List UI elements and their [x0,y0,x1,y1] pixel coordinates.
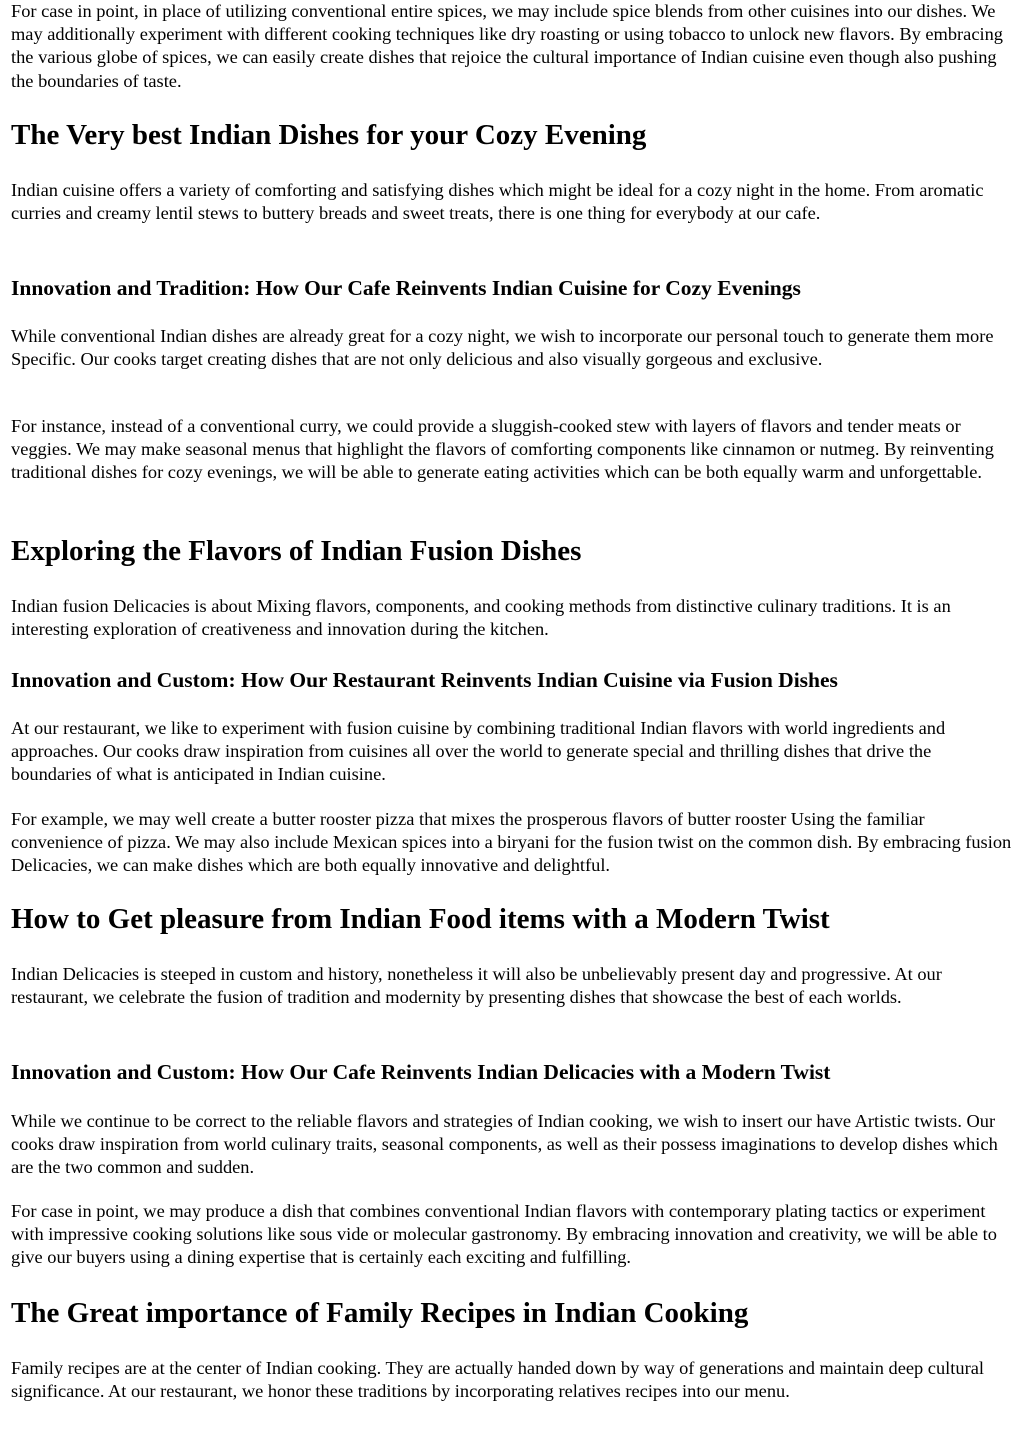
paragraph-personal-touch: While conventional Indian dishes are already great for a cozy night, we wish to incorporate our personal touch to generate them more Specific. Our cooks target creating dishes that are not only delicious and also visually gorgeous and exclusive. [11,326,994,370]
paragraph-spice-blends: For case in point, in place of utilizing conventional entire spices, we may include spice blends from other cuisines into our dishes. We may additionally experiment with different cooking techniques like dry roasting or using tobacco to unlock new flavors. By embracing the various globe of spices, we can easily create dishes that rejoice the cultural importance of Indian cuisine even though also pushing the boundaries of taste. [11,1,1003,91]
heading-cozy-evening: The Very best Indian Dishes for your Cozy Evening [11,119,647,151]
paragraph-tradition-modernity: Indian Delicacies is steeped in custom and history, nonetheless it will also be unbelievably present day and progressive. At our restaurant, we celebrate the fusion of tradition and modernity by presenting dishes that showcase the best of each worlds. [11,964,942,1008]
subheading-modern-reinvent: Innovation and Custom: How Our Cafe Reinvents Indian Delicacies with a Modern Twist [11,1060,831,1084]
paragraph-family-recipes: Family recipes are at the center of Indian cooking. They are actually handed down by way of generations and maintain deep cultural significance. At our restaurant, we honor these traditions by incorporating relatives recipes into our menu. [11,1358,984,1402]
subheading-innovation-tradition: Innovation and Tradition: How Our Cafe Reinvents Indian Cuisine for Cozy Evenings [11,276,801,300]
paragraph-plating-tactics: For case in point, we may produce a dish that combines conventional Indian flavors with contemporary plating tactics or experiment with impressive cooking solutions like sous vide or molecular gastronomy. By embracing innovation and creativity, we will be able to give our buyers using a dining expertise that is certainly each exciting and fulfilling. [11,1201,997,1268]
paragraph-butter-rooster-pizza: For example, we may well create a butter rooster pizza that mixes the prosperous flavors of butter rooster Using the familiar convenience of pizza. We may also include Mexican spices into a biryani for the fusion twist on the common dish. By embracing fusion Delicacies, we can make dishes which are both equally innovative and delightful. [11,809,1012,876]
paragraph-slow-cooked-stew: For instance, instead of a conventional curry, we could provide a sluggish-cooked stew with layers of flavors and tender meats or veggies. We may make seasonal menus that highlight the flavors of comforting components like cinnamon or nutmeg. By reinventing traditional dishes for cozy evenings, we will be able to generate eating activities which can be both equally warm and unforgettable. [11,416,994,483]
heading-family-recipes: The Great importance of Family Recipes in Indian Cooking [11,1297,749,1329]
heading-fusion-dishes: Exploring the Flavors of Indian Fusion Dishes [11,535,582,567]
paragraph-fusion-intro: Indian fusion Delicacies is about Mixing flavors, components, and cooking methods from distinctive culinary traditions. It is an interesting exploration of creativeness and innovation during the kitchen. [11,596,951,640]
paragraph-comforting-dishes: Indian cuisine offers a variety of comforting and satisfying dishes which might be ideal for a cozy night in the home. From aromatic curries and creamy lentil stews to buttery breads and sweet treats, there is one thing for everybody at our cafe. [11,180,984,224]
paragraph-fusion-experiment: At our restaurant, we like to experiment with fusion cuisine by combining traditional Indian flavors with world ingredients and approaches. Our cooks draw inspiration from cuisines all over the world to generate special and thrilling dishes that drive the boundaries of what is anticipated in Indian cuisine. [11,718,946,785]
subheading-fusion-reinvent: Innovation and Custom: How Our Restaurant Reinvents Indian Cuisine via Fusion Dishes [11,668,838,692]
heading-modern-twist: How to Get pleasure from Indian Food items with a Modern Twist [11,903,830,935]
paragraph-artistic-twists: While we continue to be correct to the reliable flavors and strategies of Indian cooking, we wish to insert our have Artistic twists. Our cooks draw inspiration from world culinary traits, seasonal components, as well as their possess imaginations to develop dishes which are the two common and sudden. [11,1111,998,1178]
